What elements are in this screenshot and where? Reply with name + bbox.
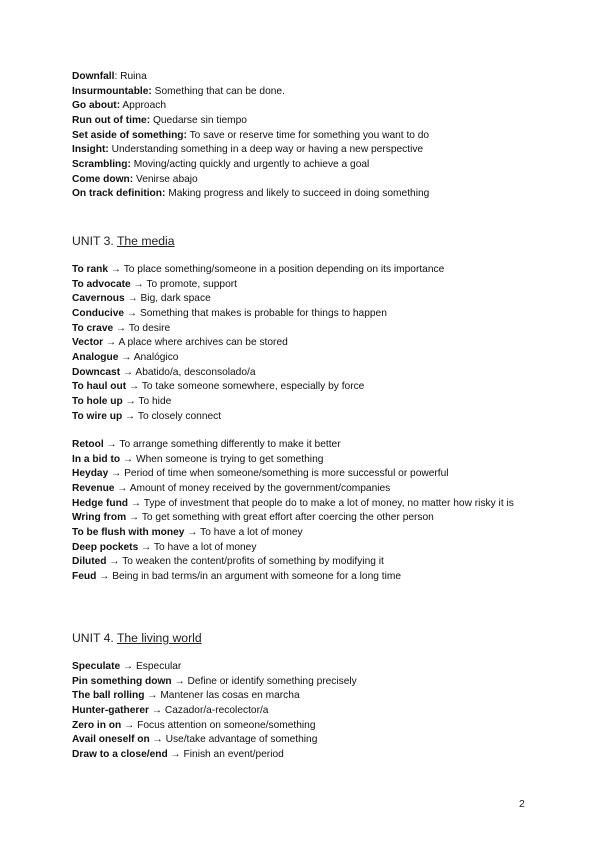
vocab-separator: → xyxy=(108,264,124,275)
vocab-definition: Analógico xyxy=(133,351,179,363)
vocab-entry xyxy=(72,438,532,453)
vocab-definition: Ruina xyxy=(120,71,147,82)
vocab-separator: → xyxy=(118,351,134,363)
vocab-definition: Abatido/a, desconsolado/a xyxy=(135,366,256,378)
vocab-block-unit2 xyxy=(72,70,532,202)
vocab-separator: → xyxy=(113,322,129,334)
vocab-term: To hole up xyxy=(72,395,123,407)
vocab-term: To rank xyxy=(72,264,109,275)
vocab-entry xyxy=(72,704,532,719)
vocab-entry xyxy=(72,689,532,704)
vocab-entry xyxy=(72,263,532,278)
vocab-separator: → xyxy=(128,497,144,509)
vocab-entry xyxy=(72,660,532,675)
vocab-term: On track definition: xyxy=(72,188,166,200)
vocab-entry xyxy=(72,158,532,173)
vocab-definition: When someone is trying to get something xyxy=(135,453,324,465)
vocab-term: Insurmountable: xyxy=(72,85,152,97)
vocab-entry xyxy=(72,173,532,188)
vocab-separator: → xyxy=(184,526,201,538)
vocab-term: The ball rolling xyxy=(72,690,145,702)
vocab-term: Retool xyxy=(72,439,104,450)
vocab-entry xyxy=(72,278,532,293)
vocab-entry xyxy=(72,114,532,129)
unit-3-prefix: UNIT 3. xyxy=(72,234,117,248)
vocab-entry xyxy=(72,526,532,541)
vocab-separator: : xyxy=(114,71,121,82)
vocab-entry xyxy=(72,395,532,410)
vocab-definition: A place where archives can be stored xyxy=(118,337,288,349)
vocab-definition: Understanding something in a deep way or having a new perspective xyxy=(111,144,424,156)
vocab-definition: Focus attention on someone/something xyxy=(137,719,316,731)
vocab-entry xyxy=(72,322,532,337)
vocab-term: Vector xyxy=(72,337,104,349)
vocab-definition: Making progress and likely to succeed in doing something xyxy=(168,188,430,200)
vocab-separator: → xyxy=(120,453,136,465)
vocab-term: Downfall xyxy=(72,71,115,82)
vocab-separator: → xyxy=(130,278,147,290)
vocab-separator: → xyxy=(167,748,184,760)
vocab-separator: → xyxy=(124,293,141,305)
vocab-separator: → xyxy=(126,381,142,393)
vocab-term: Zero in on xyxy=(72,719,122,731)
vocab-term: Heyday xyxy=(72,468,109,480)
unit-4-title: The living world xyxy=(116,631,202,645)
unit-4-prefix: UNIT 4. xyxy=(72,631,117,645)
vocab-separator: → xyxy=(103,439,120,450)
vocab-entry xyxy=(72,85,532,100)
vocab-entry xyxy=(72,482,532,497)
vocab-block-unit4 xyxy=(72,660,532,763)
unit-3-title: The media xyxy=(116,234,175,248)
vocab-entry xyxy=(72,719,532,734)
vocab-term: Analogue xyxy=(72,351,119,363)
vocab-term: Avail oneself on xyxy=(72,734,150,746)
vocab-entry xyxy=(72,99,532,114)
vocab-definition: To desire xyxy=(128,322,171,334)
unit-4-heading xyxy=(72,630,532,646)
vocab-separator: → xyxy=(122,395,139,407)
vocab-term: Cavernous xyxy=(72,293,125,305)
vocab-entry xyxy=(72,336,532,351)
vocab-term: Set aside of something: xyxy=(72,129,187,141)
vocab-entry xyxy=(72,675,532,690)
vocab-definition: To arrange something differently to make it better xyxy=(119,439,341,450)
vocab-definition: Approach xyxy=(122,100,167,112)
vocab-entry xyxy=(72,570,532,585)
vocab-entry xyxy=(72,143,532,158)
vocab-definition: Especular xyxy=(136,661,182,672)
vocab-definition: Cazador/a-recolector/a xyxy=(164,704,269,716)
vocab-entry xyxy=(72,497,532,512)
vocab-term: In a bid to xyxy=(72,453,121,465)
vocab-definition: Amount of money received by the government/companies xyxy=(129,482,391,494)
vocab-separator: → xyxy=(126,512,142,524)
vocab-definition: To have a lot of money xyxy=(153,541,257,553)
vocab-entry xyxy=(72,187,532,202)
vocab-term: Conducive xyxy=(72,307,125,319)
vocab-definition: Moving/acting quickly and urgently to achieve a goal xyxy=(133,158,370,170)
vocab-entry xyxy=(72,129,532,144)
vocab-term: Insight: xyxy=(72,144,109,156)
vocab-separator: → xyxy=(114,482,130,494)
vocab-definition: To save or reserve time for something you want to do xyxy=(189,129,430,141)
vocab-entry xyxy=(72,351,532,366)
vocab-entry xyxy=(72,380,532,395)
vocab-term: Feud xyxy=(72,570,97,582)
vocab-separator: → xyxy=(171,675,188,687)
vocab-definition: To hide xyxy=(138,395,172,407)
vocab-separator: → xyxy=(103,337,119,349)
vocab-definition: Something that can be done. xyxy=(154,85,285,97)
vocab-definition: Mantener las cosas en marcha xyxy=(160,690,300,702)
vocab-definition: To promote, support xyxy=(146,278,237,290)
vocab-term: Speculate xyxy=(72,661,121,672)
vocab-separator: → xyxy=(149,734,166,746)
vocab-definition: Quedarse sin tiempo xyxy=(152,114,247,126)
vocab-definition: To take someone somewhere, especially by force xyxy=(141,381,365,393)
vocab-separator: → xyxy=(106,556,123,568)
vocab-definition: Define or identify something precisely xyxy=(187,675,357,687)
vocab-separator: → xyxy=(138,541,154,553)
vocab-entry xyxy=(72,541,532,556)
vocab-separator: → xyxy=(108,468,125,480)
vocab-entry xyxy=(72,748,532,763)
vocab-definition: Use/take advantage of something xyxy=(165,734,318,746)
vocab-term: To haul out xyxy=(72,381,127,393)
vocab-term: Revenue xyxy=(72,482,115,494)
vocab-definition: Being in bad terms/in an argument with someone for a long time xyxy=(112,570,402,582)
vocab-term: Scrambling: xyxy=(72,158,131,170)
vocab-term: Run out of time: xyxy=(72,114,151,126)
vocab-separator: → xyxy=(124,307,140,319)
vocab-separator: → xyxy=(120,661,136,672)
vocab-entry xyxy=(72,70,532,85)
vocab-separator: → xyxy=(120,366,136,378)
vocab-entry xyxy=(72,453,532,468)
vocab-entry xyxy=(72,555,532,570)
vocab-entry xyxy=(72,366,532,381)
vocab-definition: To have a lot of money xyxy=(200,526,303,538)
vocab-term: Diluted xyxy=(72,556,107,568)
vocab-definition: Big, dark space xyxy=(140,293,211,305)
vocab-definition: Period of time when someone/something is more successful or powerful xyxy=(124,468,449,480)
vocab-term: To advocate xyxy=(72,278,131,290)
vocab-entry xyxy=(72,307,532,322)
vocab-entry xyxy=(72,733,532,748)
vocab-separator: → xyxy=(122,410,138,422)
unit-3-heading xyxy=(72,233,532,249)
vocab-entry xyxy=(72,511,532,526)
vocab-separator: → xyxy=(96,570,113,582)
vocab-separator: → xyxy=(144,690,161,702)
vocab-definition: Type of investment that people do to make a lot of money, no matter how risky it is xyxy=(143,497,514,509)
vocab-entry xyxy=(72,292,532,307)
page-number: 2 xyxy=(519,798,525,810)
vocab-definition: To place something/someone in a position depending on its importance xyxy=(123,264,445,275)
vocab-definition: To closely connect xyxy=(137,410,222,422)
vocab-term: To wire up xyxy=(72,410,123,422)
vocab-separator: → xyxy=(121,719,138,731)
vocab-term: Go about: xyxy=(72,100,121,112)
vocab-definition: Venirse abajo xyxy=(135,173,198,185)
vocab-block-unit3-b xyxy=(72,438,532,585)
vocab-term: To be flush with money xyxy=(72,526,185,538)
vocab-term: Deep pockets xyxy=(72,541,139,553)
vocab-block-unit3-a xyxy=(72,263,532,424)
vocab-definition: To get something with great effort after coercing the other person xyxy=(141,512,434,524)
vocab-term: Come down: xyxy=(72,173,134,185)
vocab-term: Hedge fund xyxy=(72,497,129,509)
vocab-term: Pin something down xyxy=(72,675,172,687)
vocab-definition: Finish an event/period xyxy=(183,748,284,760)
vocab-entry xyxy=(72,410,532,425)
vocab-separator: → xyxy=(148,704,165,716)
vocab-definition: To weaken the content/profits of something by modifying it xyxy=(122,556,384,568)
vocab-term: Downcast xyxy=(72,366,121,378)
vocab-definition: Something that makes is probable for things to happen xyxy=(139,307,387,319)
vocab-term: To crave xyxy=(72,322,114,334)
vocab-term: Draw to a close/end xyxy=(72,748,168,760)
vocab-term: Wring from xyxy=(72,512,127,524)
vocab-entry xyxy=(72,467,532,482)
vocab-term: Hunter-gatherer xyxy=(72,704,149,716)
